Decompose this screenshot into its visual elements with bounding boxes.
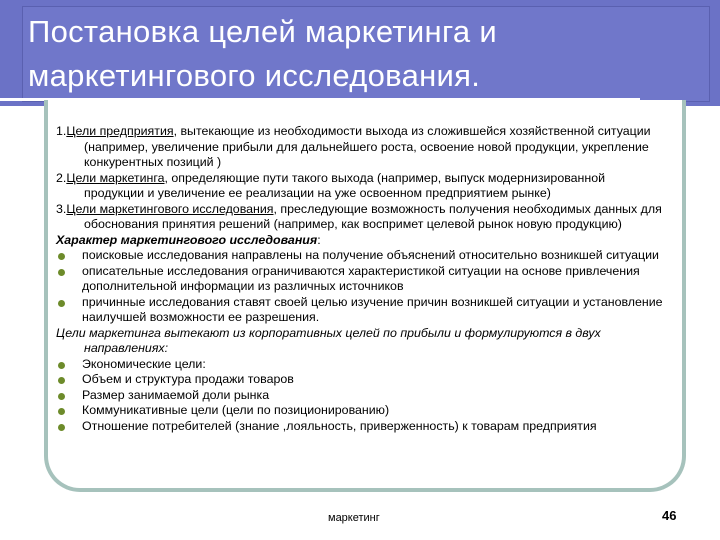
direction-item-text: Объем и структура продажи товаров <box>82 372 294 386</box>
research-item-text: причинные исследования ставят своей целью изучение причин возникшей ситуации и установление наилучшей возможности ее разрешения. <box>82 294 663 324</box>
bullet-icon <box>58 377 65 384</box>
direction-item-text: Отношение потребителей (знание ,лояльность, приверженность) к товарам предприятия <box>82 418 597 433</box>
direction-item-4 <box>56 403 668 419</box>
directions-intro: Цели маркетинга вытекают из корпоративных целей по прибыли и формулируются в двух направлениях: <box>56 325 601 355</box>
bullet-icon <box>58 269 65 276</box>
goal-text: , вытекающие из необходимости выхода из сложившейся хозяйственной ситуации (например, увеличение прибыли для дальнейшего роста, освоение новой продукции, укрепление конкурентных позиций ) <box>84 124 651 169</box>
goal-item-3 <box>56 202 668 233</box>
direction-item-text: Коммуникативные цели (цели по позиционированию) <box>82 403 390 417</box>
bullet-icon <box>58 424 65 431</box>
goal-text: , преследующие возможность получения необходимых данных для обоснования принятия решений (например, как воспримет целевой рынок новую продукцию) <box>84 201 662 231</box>
goal-number: 3. <box>56 201 67 216</box>
bullet-icon <box>58 408 65 415</box>
footer-label: маркетинг <box>328 512 380 524</box>
research-item-1 <box>56 248 668 264</box>
slide-title-line-1: Постановка целей маркетинга и <box>28 14 497 49</box>
research-heading-line <box>56 233 668 249</box>
research-item-text: поисковые исследования направлены на получение объяснений относительно возникшей ситуации <box>82 248 659 262</box>
research-item-3 <box>56 295 668 326</box>
goal-link[interactable]: Цели предприятия <box>66 124 174 138</box>
bullet-icon <box>58 253 65 260</box>
slide-content <box>56 124 668 434</box>
direction-item-3 <box>56 388 668 404</box>
goal-item-1 <box>56 124 668 171</box>
research-item-text: описательные исследования ограничиваются характеристикой ситуации на основе привлечения дополнительной информации из различных источников <box>82 263 640 293</box>
bullet-icon <box>58 362 65 369</box>
research-heading: Характер маркетингового исследования <box>56 232 318 247</box>
goal-text: , определяющие пути такого выхода (например, выпуск модернизированной продукции и увеличение ее реализации на уже освоенном предприятием рынке) <box>84 170 606 200</box>
research-item-2 <box>56 264 668 295</box>
goal-item-2 <box>56 171 668 202</box>
direction-item-5 <box>56 419 668 435</box>
slide-title <box>28 10 708 98</box>
slide-title-line-2: маркетингового исследования. <box>28 58 481 93</box>
direction-item-text: Экономические цели: <box>82 356 206 371</box>
research-heading-colon: : <box>317 232 321 247</box>
bullet-icon <box>58 300 65 307</box>
goal-number: 2. <box>56 170 67 185</box>
goal-link[interactable]: Цели маркетинга <box>66 170 165 185</box>
bullet-icon <box>58 393 65 400</box>
goal-number: 1. <box>56 124 67 138</box>
direction-item-text: Размер занимаемой доли рынка <box>82 387 270 402</box>
page-number: 46 <box>662 508 677 523</box>
direction-item-1 <box>56 357 668 373</box>
direction-item-2 <box>56 372 668 388</box>
goal-link[interactable]: Цели маркетингового исследования <box>66 201 274 216</box>
